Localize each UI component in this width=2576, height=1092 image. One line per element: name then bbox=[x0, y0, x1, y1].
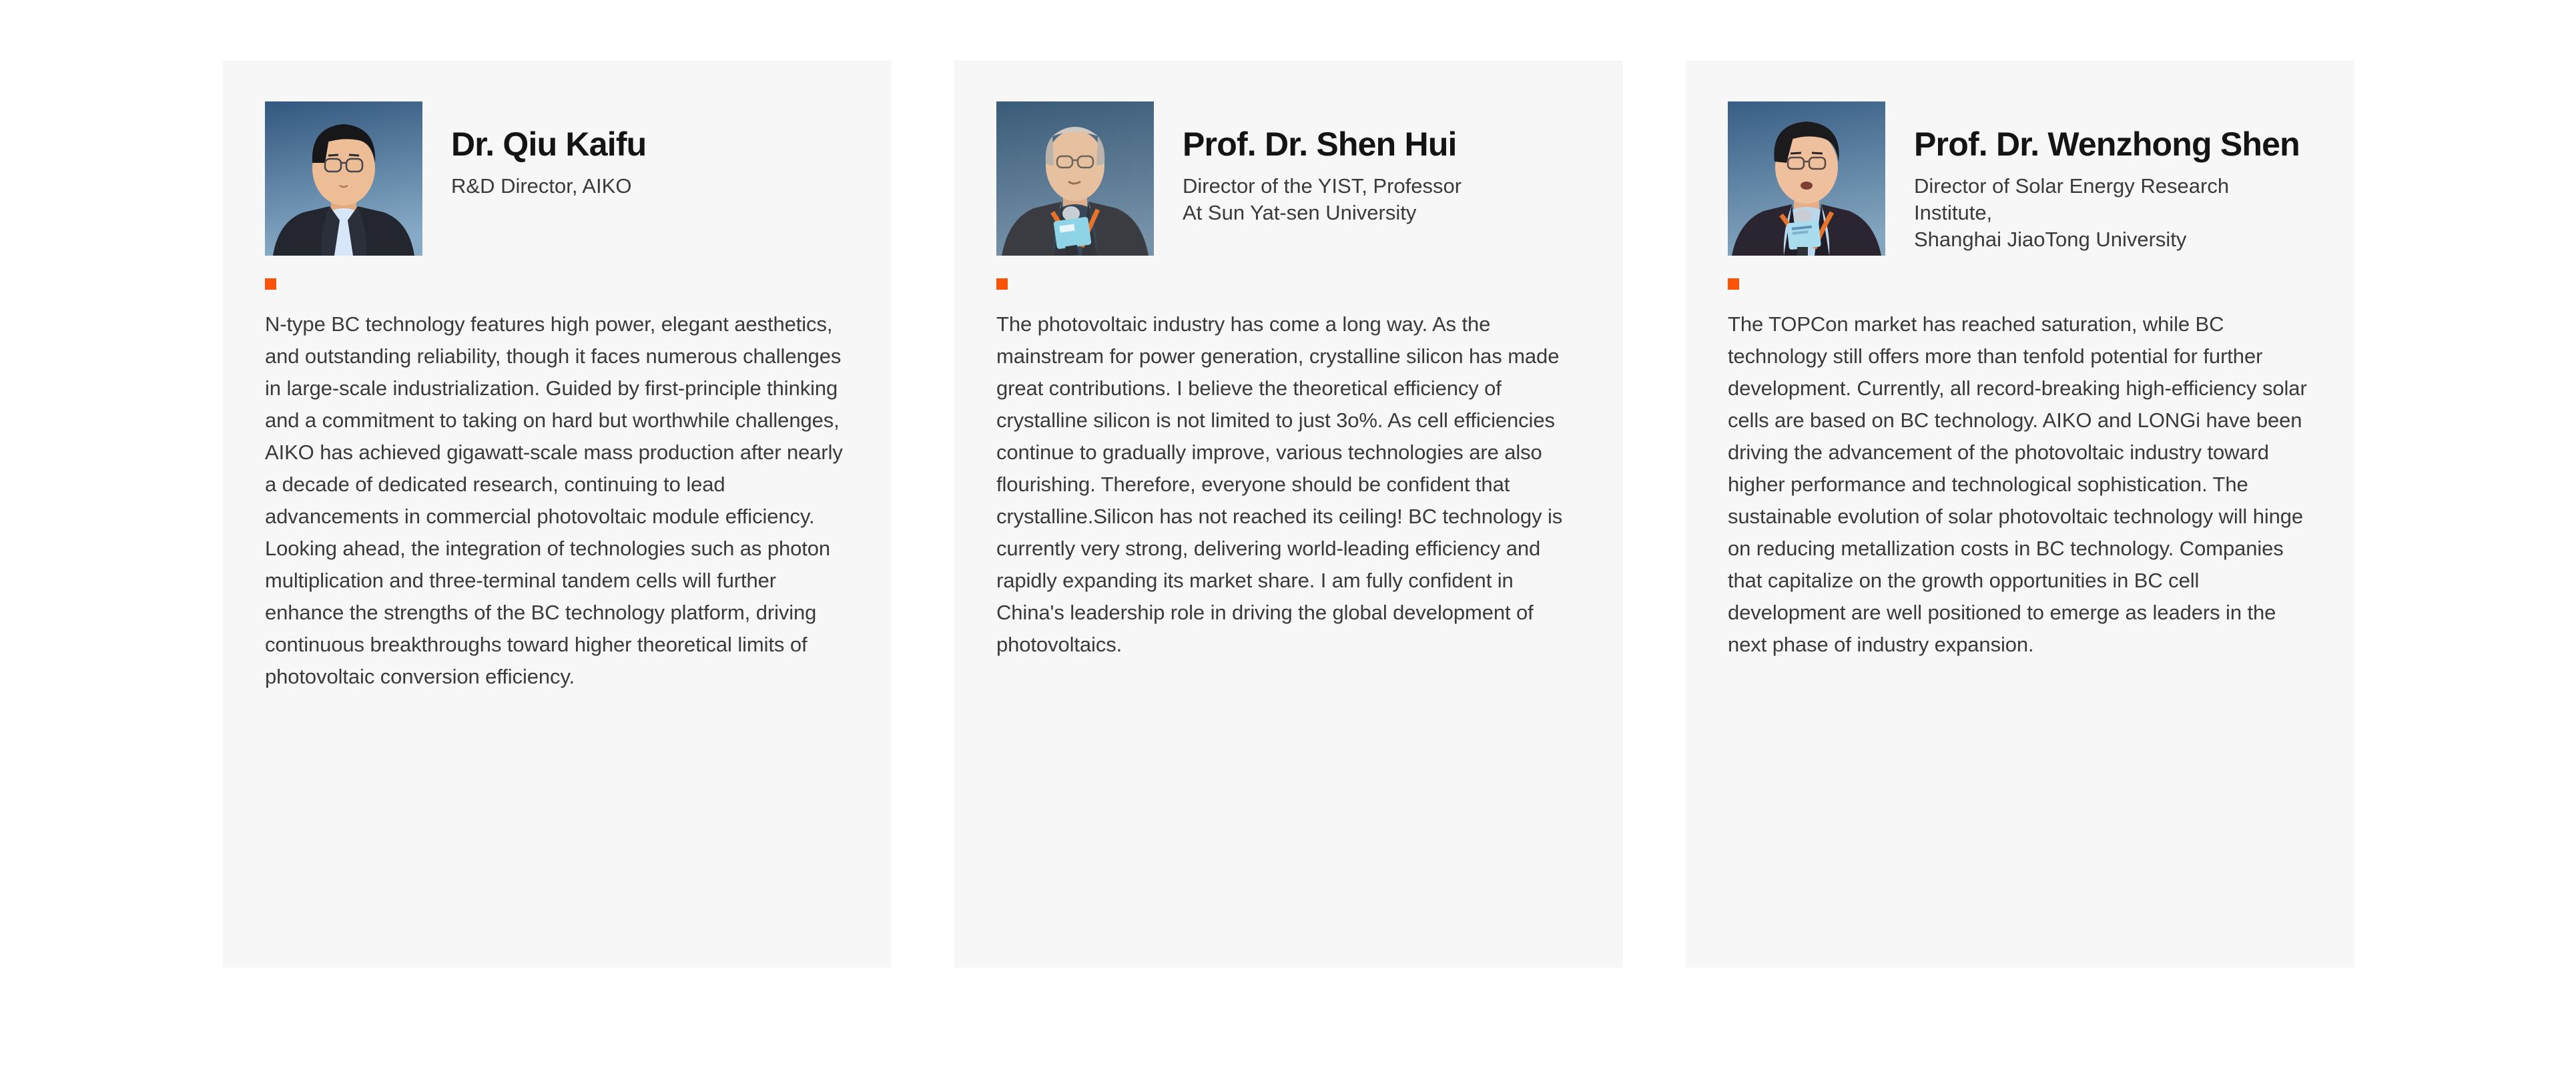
expert-title-line: Director of the YIST, Professor bbox=[1183, 174, 1462, 198]
expert-name: Prof. Dr. Shen Hui bbox=[1183, 125, 1457, 163]
accent-square-bullet bbox=[265, 278, 276, 290]
expert-card-shen-hui bbox=[954, 61, 1623, 968]
expert-title bbox=[451, 173, 646, 200]
portrait-photo-shen-hui bbox=[996, 101, 1154, 256]
expert-name: Prof. Dr. Wenzhong Shen bbox=[1914, 125, 2300, 163]
expert-title-line: R&D Director, AIKO bbox=[451, 174, 632, 198]
profile-header bbox=[996, 101, 1581, 256]
profile-info bbox=[1914, 101, 2312, 253]
expert-quote: N-type BC technology features high power, elegant aesthetics, and outstanding reliability, though it faces numerous challenges in large-scale industrialization. Guided by first-principle thinking and a commitment to taking on hard but worthwhile challenges, AIKO has achieved gigawatt-scale mass production after nearly a decade of dedicated research, continuing to lead advancements in commercial photovoltaic module efficiency. Looking ahead, the integration of technologies such as photon multiplication and three-terminal tandem cells will further enhance the strengths of the BC technology platform, driving continuous breakthroughs toward higher theoretical limits of photovoltaic conversion efficiency. bbox=[265, 312, 843, 688]
portrait-illustration bbox=[996, 101, 1154, 256]
portrait-illustration bbox=[265, 101, 422, 256]
portrait-photo-qiu-kaifu bbox=[265, 101, 422, 256]
profile-header bbox=[265, 101, 850, 256]
expert-title bbox=[1183, 173, 1462, 226]
expert-quote: The TOPCon market has reached saturation, while BC technology still offers more than tenfold potential for further development. Currently, all record-breaking high-efficiency solar cells are based on BC technology. AIKO and LONGi have been driving the advancement of the photovoltaic industry toward higher performance and technological sophistication. The sustainable evolution of solar photovoltaic technology will hinge on reducing metallization costs in BC technology. Companies that capitalize on the growth opportunities in BC cell development are well positioned to emerge as leaders in the next phase of industry expansion. bbox=[1728, 312, 2307, 656]
accent-square-bullet bbox=[1728, 278, 1739, 290]
profile-header bbox=[1728, 101, 2312, 256]
expert-card-qiu-kaifu bbox=[223, 61, 892, 968]
profile-info bbox=[451, 101, 646, 200]
expert-title-line: At Sun Yat-sen University bbox=[1183, 201, 1417, 224]
expert-card-wenzhong-shen bbox=[1686, 61, 2354, 968]
accent-square-bullet bbox=[996, 278, 1008, 290]
expert-name: Dr. Qiu Kaifu bbox=[451, 125, 647, 163]
profile-info bbox=[1183, 101, 1462, 226]
expert-title-line: Shanghai JiaoTong University bbox=[1914, 228, 2187, 251]
portrait-photo-wenzhong-shen bbox=[1728, 101, 1885, 256]
expert-quote: The photovoltaic industry has come a long way. As the mainstream for power generation, crystalline silicon has made great contributions. I believe the theoretical efficiency of crystalline silicon is not limited to just 3o%. As cell efficiencies continue to gradually improve, various technologies are also flourishing. Therefore, everyone should be confident that crystalline.Silicon has not reached its ceiling! BC technology is currently very strong, delivering world-leading efficiency and rapidly expanding its market share. I am fully confident in China's leadership role in driving the global development of photovoltaics. bbox=[996, 312, 1563, 656]
portrait-illustration bbox=[1728, 101, 1885, 256]
expert-title-line: Director of Solar Energy Research Institute, bbox=[1914, 174, 2230, 224]
expert-title bbox=[1914, 173, 2312, 253]
